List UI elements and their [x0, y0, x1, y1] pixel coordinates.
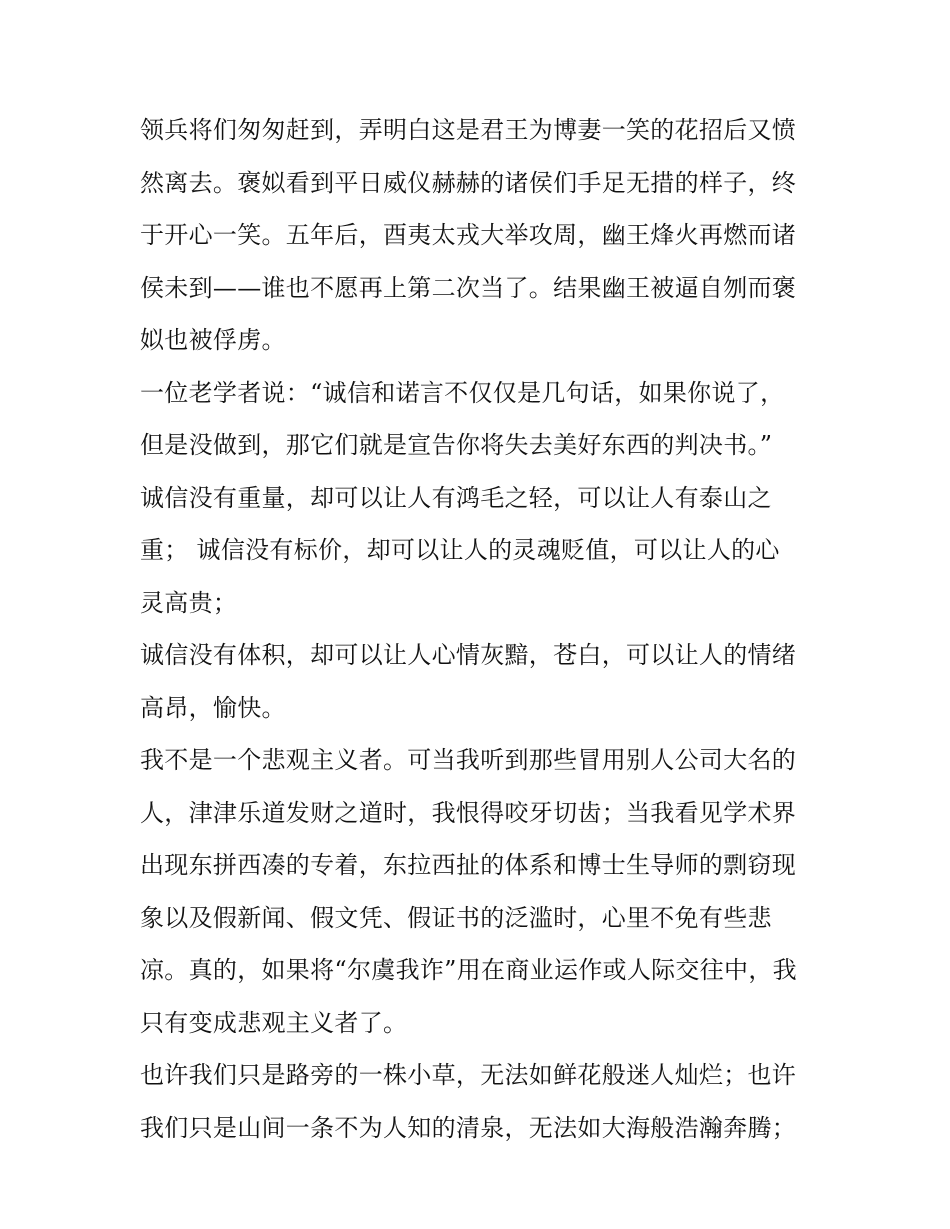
text-line: 诚信没有重量，却可以让人有鸿毛之轻，可以让人有泰山之 — [140, 483, 772, 512]
text-line: 诚信没有体积，却可以让人心情灰黯，苍白，可以让人的情绪 — [140, 641, 797, 669]
text-line: 但是没做到，那它们就是宣告你将失去美好东西的判决书。” — [140, 431, 773, 459]
text-line: 领兵将们匆匆赶到，弄明白这是君王为博妻一笑的花招后又愤 — [140, 116, 797, 144]
text-line: 灵高贵； — [140, 588, 238, 617]
text-line: 姒也被俘虏。 — [140, 326, 286, 354]
text-line: 凉。真的，如果将“尔虞我诈”用在商业运作或人际交往中，我 — [140, 956, 797, 984]
text-line: 也许我们只是路旁的一株小草，无法如鲜花般迷人灿烂；也许 — [140, 1061, 797, 1089]
text-line: 我不是一个悲观主义者。可当我听到那些冒用别人公司大名的 — [140, 746, 797, 774]
text-line: 人，津津乐道发财之道时，我恨得咬牙切齿；当我看见学术界 — [140, 798, 797, 827]
text-line: 高昂，愉快。 — [140, 693, 286, 722]
text-line: 象以及假新闻、假文凭、假证书的泛滥时，心里不免有些悲 — [140, 903, 772, 932]
document-body — [140, 104, 820, 1154]
text-line: 然离去。褒姒看到平日威仪赫赫的诸侯们手足无措的样子，终 — [140, 168, 797, 197]
text-line: 于开心一笑。五年后，酉夷太戎大举攻周，幽王烽火再燃而诸 — [140, 221, 797, 249]
text-line: 我们只是山间一条不为人知的清泉，无法如大海般浩瀚奔腾； — [140, 1113, 797, 1142]
text-line: 一位老学者说：“诚信和诺言不仅仅是几句话，如果你说了， — [140, 378, 785, 407]
text-line: 侯未到——谁也不愿再上第二次当了。结果幽王被逼自刎而褒 — [140, 273, 797, 302]
text-line: 重； 诚信没有标价，却可以让人的灵魂贬值，可以让人的心 — [140, 536, 780, 564]
text-line: 只有变成悲观主义者了。 — [140, 1008, 408, 1037]
text-line: 出现东拼西凑的专着，东拉西扯的体系和博士生导师的剽窃现 — [140, 851, 797, 879]
